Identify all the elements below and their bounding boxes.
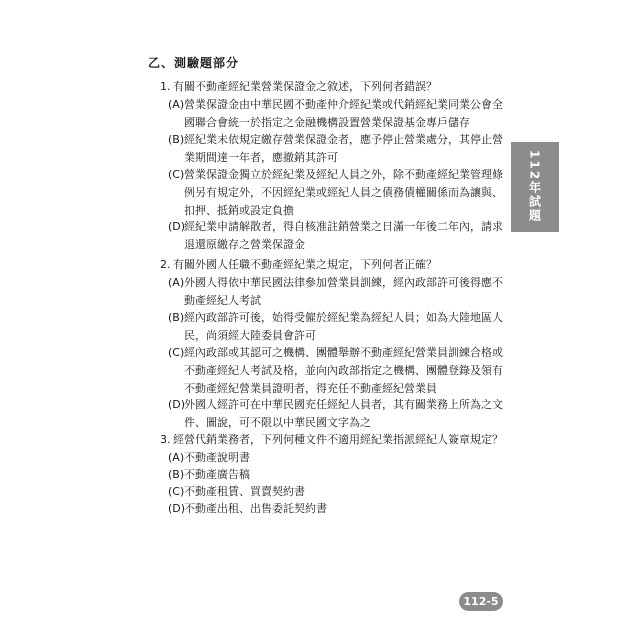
option-letter: (A) (168, 451, 185, 464)
option-3c (168, 483, 503, 501)
option-2b (168, 309, 503, 345)
option-3a (168, 449, 503, 467)
option-line: 業期間達一年者，應撤銷其許可 (184, 151, 338, 164)
option-line: 國聯合會統一於指定之金融機構設置營業保證基金專戶儲存 (184, 116, 470, 129)
option-3d (168, 500, 503, 518)
question-stem: 有關外國人任職不動產經紀業之規定，下列何者正確？ (173, 258, 437, 271)
option-line: 扣押、抵銷或設定負擔 (184, 204, 294, 217)
option-2d (168, 396, 503, 432)
option-letter: (B) (168, 468, 185, 481)
option-line: 經紀業申請解散者，得自核准註銷營業之日滿一年後二年內，請求 (184, 220, 503, 233)
option-letter: (B) (168, 311, 185, 324)
option-1b (168, 131, 503, 167)
option-letter: (C) (168, 168, 185, 181)
option-line: 不動產經紀人考試及格，並向內政部指定之機構、團體登錄及領有 (184, 364, 503, 377)
option-line: 不動產說明書 (184, 451, 250, 464)
option-letter: (B) (168, 133, 185, 146)
option-line: 外國人經許可在中華民國充任經紀人員者，其有關業務上所為之文 (184, 398, 503, 411)
option-letter: (C) (168, 346, 185, 359)
option-line: 不動產出租、出售委託契約書 (184, 502, 327, 515)
option-line: 外國人得依中華民國法律參加營業員訓練，經內政部許可後得應不 (184, 276, 503, 289)
option-line: 退還原繳存之營業保證金 (184, 238, 305, 251)
page-number-badge (459, 592, 503, 611)
option-letter: (D) (168, 502, 186, 515)
option-letter: (A) (168, 98, 185, 111)
option-letter: (A) (168, 276, 185, 289)
question-3 (160, 431, 503, 449)
option-line: 經紀業未依規定繳存營業保證金者，應予停止營業處分，其停止營 (184, 133, 503, 146)
year-side-tab (511, 142, 559, 232)
option-line: 不動產廣告稿 (184, 468, 250, 481)
option-line: 不動產經紀營業員證明者，得充任不動產經紀營業員 (184, 382, 437, 395)
option-line: 民，尚須經大陸委員會許可 (184, 329, 316, 342)
option-2c (168, 344, 503, 398)
option-line: 動產經紀人考試 (184, 294, 261, 307)
option-2a (168, 274, 503, 310)
question-2 (160, 256, 437, 274)
option-line: 件、圖說，可不限以中華民國文字為之 (184, 416, 371, 429)
option-letter: (D) (168, 220, 186, 233)
option-3b (168, 466, 503, 484)
option-line: 不動產租賃、買賣契約書 (184, 485, 305, 498)
option-line: 營業保證金獨立於經紀業及經紀人員之外，除不動產經紀業管理條 (184, 168, 503, 181)
question-stem: 有關不動產經紀業營業保證金之敘述，下列何者錯誤？ (173, 80, 437, 93)
question-number: 2. (160, 258, 171, 271)
section-title: 乙、測驗題部分 (148, 56, 240, 70)
question-number: 3. (160, 433, 171, 446)
option-1a (168, 96, 503, 132)
side-tab-label: 112年試題 (527, 150, 542, 224)
option-letter: (D) (168, 398, 186, 411)
option-line: 經內政部或其認可之機構、團體舉辦不動產經紀營業員訓練合格或 (184, 346, 503, 359)
question-1 (160, 78, 437, 96)
option-1c (168, 166, 503, 220)
option-1d (168, 218, 503, 254)
question-number: 1. (160, 80, 171, 93)
question-stem: 經營代銷業務者，下列何種文件不適用經紀業指派經紀人簽章規定？ (173, 433, 503, 446)
option-letter: (C) (168, 485, 185, 498)
page-number: 112-5 (463, 595, 499, 608)
option-line: 營業保證金由中華民國不動產仲介經紀業或代銷經紀業同業公會全 (184, 98, 503, 111)
option-line: 經內政部許可後，始得受僱於經紀業為經紀人員；如為大陸地區人 (184, 311, 503, 324)
option-line: 例另有規定外，不因經紀業或經紀人員之債務債權關係而為讓與、 (184, 186, 503, 199)
